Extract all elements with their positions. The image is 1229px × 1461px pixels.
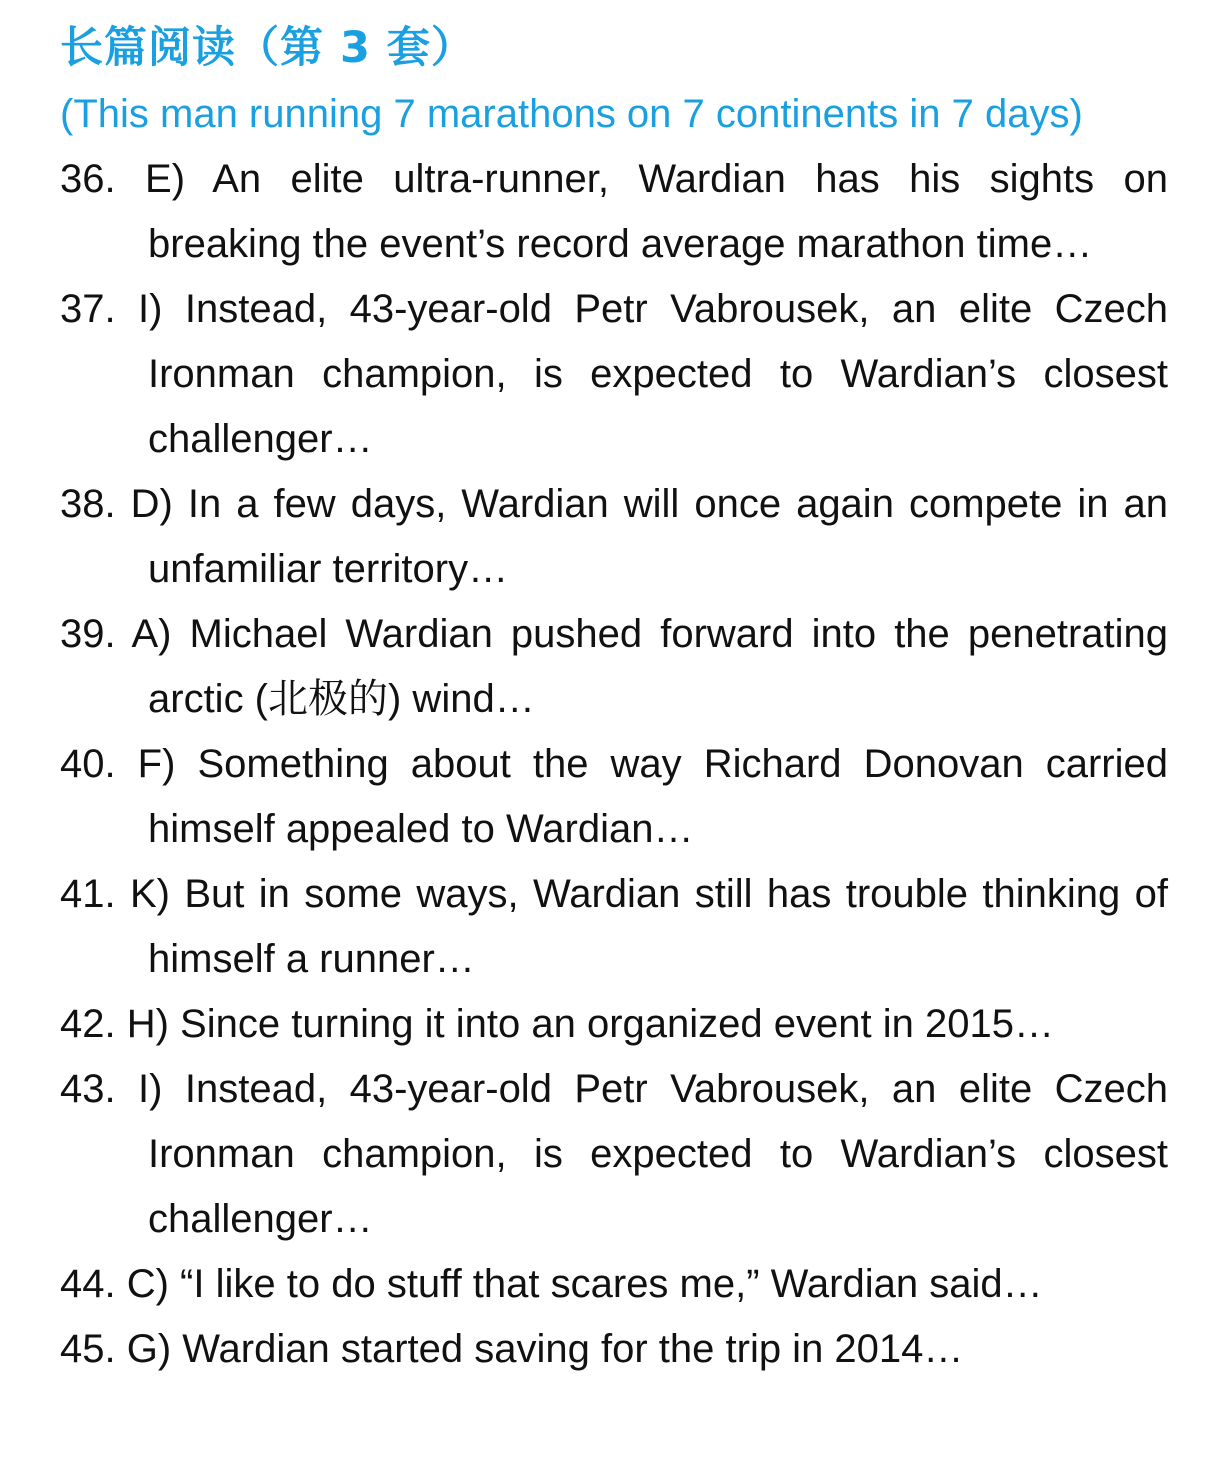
answer-item — [60, 602, 1168, 732]
answer-item — [60, 147, 1168, 277]
answer-number: 43. — [60, 1067, 116, 1111]
answer-text: I) Instead, 43-year-old Petr Vabrousek, an elite Czech Ironman champion, is expected to Wardian’s closest challenger… — [138, 287, 1168, 461]
answer-item — [60, 992, 1168, 1057]
answer-text: C) “I like to do stuff that scares me,” Wardian said… — [126, 1262, 1043, 1306]
answer-text: I) Instead, 43-year-old Petr Vabrousek, an elite Czech Ironman champion, is expected to Wardian’s closest challenger… — [138, 1067, 1168, 1241]
answer-number: 42. — [60, 1002, 116, 1046]
answer-text: F) Something about the way Richard Donovan carried himself appealed to Wardian… — [137, 742, 1168, 851]
answer-text: H) Since turning it into an organized event in 2015… — [126, 1002, 1054, 1046]
answer-item — [60, 1057, 1168, 1252]
answer-item — [60, 862, 1168, 992]
answer-list — [60, 147, 1168, 1382]
answer-number: 40. — [60, 742, 116, 786]
answer-item — [60, 732, 1168, 862]
answer-sheet — [60, 14, 1168, 1382]
answer-item — [60, 277, 1168, 472]
answer-text: G) Wardian started saving for the trip in 2014… — [126, 1327, 964, 1371]
answer-number: 45. — [60, 1327, 116, 1371]
answer-text: A) Michael Wardian pushed forward into the penetrating arctic (北极的) wind… — [131, 612, 1169, 721]
answer-number: 41. — [60, 872, 116, 916]
answer-text: D) In a few days, Wardian will once again compete in an unfamiliar territory… — [130, 482, 1168, 591]
page-subtitle: (This man running 7 marathons on 7 continents in 7 days) — [60, 92, 1083, 136]
answer-item — [60, 1252, 1168, 1317]
page-title: 长篇阅读（第 3 套） — [60, 23, 475, 73]
answer-item — [60, 1317, 1168, 1382]
answer-item — [60, 472, 1168, 602]
answer-text: K) But in some ways, Wardian still has trouble thinking of himself a runner… — [129, 872, 1168, 981]
answer-number: 37. — [60, 287, 116, 331]
answer-number: 36. — [60, 157, 116, 201]
answer-number: 38. — [60, 482, 116, 526]
answer-number: 44. — [60, 1262, 116, 1306]
answer-number: 39. — [60, 612, 116, 656]
answer-text: E) An elite ultra-runner, Wardian has his sights on breaking the event’s record average marathon time… — [145, 157, 1168, 266]
